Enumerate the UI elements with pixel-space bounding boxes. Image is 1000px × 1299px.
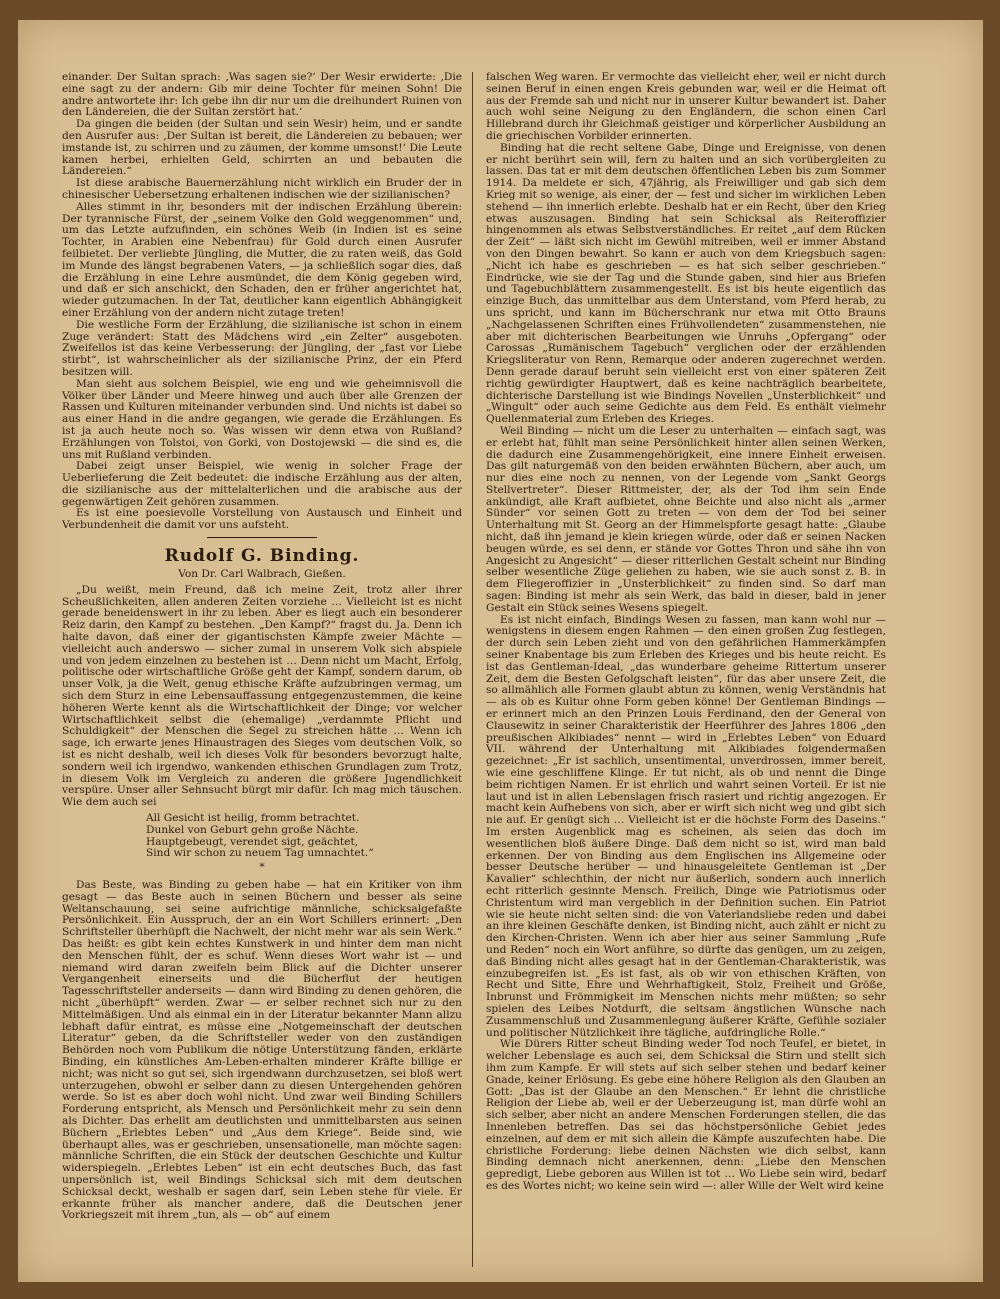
right-column: [486, 72, 886, 1193]
section-divider: [207, 537, 317, 538]
paragraph: Man sieht aus solchem Beispiel, wie eng und wie geheimnisvoll die Völker über Länder und Meere hinweg und auch über alle Grenzen der Rassen und Kulturen miteinander verbunden sind. Und nichts ist dabei so aus einer Hand in die andre gegangen, wie gerade die Erzählungen. Es ist ja auch heute noch so. Was wissen wir denn etwa von Rußland? Erzählungen von Tolstoi, von Gorki, von Dostojewski — die sind es, die uns mit Rußland verbinden.: [62, 377, 462, 461]
paragraph: Es ist nicht einfach, Bindings Wesen zu fassen, man kann wohl nur — wenigstens in diesem engen Rahmen — den einen großen Zug festlegen, der durch sein Leben zieht und von den gefährlichen Hammerkämpfen seiner Knabentage bis zum Erleben des Krieges und bis heute reicht. Es ist das Gentleman-Ideal, „das wunderbare geheime Rittertum unserer Zeit, dem die Besten Gefolgschaft leisten“, für das aber unsere Zeit, die so allmählich alle Formen glaubt abtun zu können, wenig Verständnis hat — als ob es Kultur ohne Form geben könne! Der Gentleman Bindings — er erinnert mich an den Prinzen Louis Ferdinand, den der General von Clausewitz in seiner Charakteristik der Heerführer des Jahres 1806 „den preußischen Alkibiades“ nennt — wird in „Erlebtes Leben“ von Eduard VII. während der Unterhaltung mit Alkibiades folgendermaßen gezeichnet: „Er ist sachlich, unsentimental, unverdrossen, immer bereit, wie eine geschliffene Klinge. Er tut nicht, als ob und nennt die Dinge beim richtigen Namen. Er ist ehrlich und wahrt seinen Vorteil. Er ist nie laut und ist in allen Lebenslagen frisch rasiert und richtig angezogen. Er macht kein Aufhebens von sich, aber er wirft sich nicht weg und gibt sich nie auf. Er genügt sich … Vielleicht ist er die höchste Form des Daseins.“ Im ersten Augenblick mag es scheinen, als seien das doch im wesentlichen bloß äußere Dinge. Daß dem nicht so ist, wird man bald erkennen. Der von Binding aus dem Englischen ins Allgemeine oder besser Deutsche herüber — und hinausgeleitete Gentleman ist „Der Kavalier“ schlechthin, der nicht nur äußerlich, sondern auch innerlich echt ritterlich gesinnte Mensch. Freilich, Dinge wie Patriotismus oder Christentum wird man vergeblich in der Definition suchen. Ein Patriot wie sie heute nicht selten sind: die von Vaterlandsliebe reden und dabei an ihre kleinen Geschäfte denken, ist Binding nicht, auch zählt er nicht zu den Kirchen-Christen. Wenn ich aber hier aus seiner Sammlung „Rufe und Reden“ noch ein Wort anführe, so dürfte das genügen, um zu zeigen, daß Binding nicht alles gesagt hat in der Gentleman-Charakteristik, was einzubegreifen ist. „Es ist fast, als ob wir von ethischen Kräften, von Recht und Sitte, Ehre und Wehrhaftigkeit, Stolz, Freiheit und Größe, Inbrunst und Frömmigkeit im Menschen nichts mehr müßten; so sehr spielen des Leibes Notdurft, die seltsam ängstlichen Wünsche nach Zusammenschluß und Zusammenlegung äußerer Kräfte, Gefühle sozialer und politischer Nützlichkeit ihre tägliche, aufdringliche Rolle.“: [486, 613, 886, 1039]
left-column: [62, 72, 462, 1222]
column-divider: [472, 72, 473, 1267]
paragraph: „Du weißt, mein Freund, daß ich meine Zeit, trotz aller ihrer Scheußlichkeiten, allen anderen Zeiten vorziehe … Vielleicht ist es nicht gerade beneidenswert in ihr zu leben. Aber es liegt auch ein besonderer Reiz darin, den Kampf zu bestehen. „Den Kampf?“ fragst du. Ja. Denn ich halte davon, daß einer der gigantischsten Kämpfe zweier Mächte — vielleicht auch anderswo — sicher zumal in unserem Volk sich abspiele und von jedem einzelnen zu bestehen ist … Denn nicht um Macht, Erfolg, politische oder wirtschaftliche Größe geht der Kampf, sondern darum, ob unser Volk, ja die Welt, genug ethische Kräfte aufzubringen vermag, um sich dem Sturz in eine Lebensauffassung entgegenzustemmen, die keine höheren Werte kennt als die Wirtschaftlichkeit der Dinge; vor welcher Wirtschaftlichkeit selbst die (ehemalige) „verdammte Pflicht und Schuldigkeit“ der Menschen die Segel zu streichen hätte … Wenn ich sage, ich erwarte jenes Hinaustragen des Sieges vom deutschen Volk, so ist es nicht deshalb, weil ich dieses Volk für besonders bevorzugt halte, sondern weil ich irgendwo, wankenden ethischen Grundlagen zum Trotz, in diesem Volk im Vergleich zu anderen die größere Jugendlichkeit verspüre. Unser aller Sehnsucht bürgt mir dafür. Ich mag mich täuschen. Wie dem auch sei: [62, 583, 462, 809]
poem-line: Sind wir schon zu neuem Tag umnachtet.“: [146, 847, 374, 860]
paragraph: Alles stimmt in ihr, besonders mit der indischen Erzählung überein: Der tyrannische Fürst, der „seinem Volke den Gold weggenommen“ und, um das Letzte aufzufinden, ein schönes Weib (in Indien ist es seine Tochter, in Arabien eine Nebenfrau) für Gold durch einen Ausrufer feilbietet. Der verliebte Jüngling, die Mutter, die zu raten weiß, das Gold im Munde des längst begrabenen Vaters, — ja schließlich sogar dies, daß die Erzählung in eine Lehre ausmündet, die dem König gegeben wird, und daß er sich anschickt, den Schaden, den er früher angerichtet hat, wieder gutzumachen. In der Tat, deutlicher kann eigentlich Abhängigkeit einer Erzählung von der andern nicht zutage treten!: [62, 200, 462, 319]
paragraph: Da gingen die beiden (der Sultan und sein Wesir) heim, und er sandte den Ausrufer aus: ‚Der Sultan ist bereit, die Ländereien zu bebauen; wer imstande ist, zu schirren und zu zäumen, der komme umsonst!‘ Die Leute kamen herbei, erhielten Geld, schirrten an und bebauten die Ländereien.“: [62, 118, 462, 178]
paragraph: Binding hat die recht seltene Gabe, Dinge und Ereignisse, von denen er nicht berührt sein will, fern zu halten und an sich vorübergleiten zu lassen. Das tat er mit dem deutschen öffentlichen Leben bis zum Sommer 1914. Da meldete er sich, 47jährig, als Freiwilliger und gab sich dem Krieg mit so wenige, als einer, der — fest und sicher im wirklichen Leben stehend — ihn innerlich erlebte. Deshalb hat er ein Recht, über den Krieg etwas auszusagen. Binding hat sein Schicksal als Reiteroffizier hingenommen als etwas Selbstverständliches. Er reitet „auf dem Rücken der Zeit“ — läßt sich nicht im Gewühl mitreiben, weil er immer Abstand von den Dingen bewahrt. So kann er auch von dem Kriegsbuch sagen: „Nicht ich habe es geschrieben — es hat sich selber geschrieben.“ Eindrücke, wie sie der Tag und die Stunde gaben, sind hier aus Briefen und Tagebuchblättern zusammengestellt. Es ist bis heute eigentlich das einzige Buch, das unmittelbar aus dem Unterstand, vom Pferd herab, zu uns spricht, und kann im Bücherschrank nur etwa mit Otto Brauns „Nachgelassenen Schriften eines Frühvollendeten“ zusammenstehen, nie aber mit dichterischen Bearbeitungen wie Unruhs „Opfergang“ oder Carossas „Rumänischem Tagebuch“ verglichen oder der erzählenden Kriegsliteratur von Renn, Remarque oder anderen zugerechnet werden. Denn gerade darauf beruht sein vielleicht erst von einer späteren Zeit richtig gewürdigter Hauptwert, daß es keine nachträglich bearbeitete, dichterische Darstellung ist wie Bindings Novellen „Unsterblichkeit“ und „Wingult“ oder auch seine Gedichte aus dem Feld. Es enthält vielmehr Quellenmaterial zum Erleben des Krieges.: [486, 141, 886, 426]
paragraph: Weil Binding — nicht um die Leser zu unterhalten — einfach sagt, was er erlebt hat, fühlt man seine Persönlichkeit hinter allen seinen Werken, die dadurch eine Zusammengehörigkeit, eine innere Einheit erweisen. Das gilt naturgemäß von den beiden erwähnten Büchern, aber auch, um nur dies eine noch zu nennen, von der Legende vom „Sankt Georgs Stellvertreter“. Dieser Rittmeister, der, als der Tod ihm sein Ende ankündigt, alle Kraft aufbietet, ohne Beichte und also nicht als „armer Sünder“ vor seinen Gott zu treten — von dem der Tod bei seiner Unterhaltung mit St. Georg an der Himmelspforte gesagt hatte: „Glaube nicht, daß ihn jemand je klein kriegen würde, oder daß er seinen Nacken beugen würde, es sei denn, er stände vor Gottes Thron und sähe ihn von Angesicht zu Angesicht“ — dieser ritterlichen Gestalt scheint nur Binding selber wesentliche Züge geliehen zu haben, wie sie auch sonst z. B. in dem Fliegeroffizier in „Unsterblichkeit“ zu finden sind. So darf man sagen: Binding ist mehr als sein Werk, das bald in dieser, bald in jener Gestalt ein Stück seines Wesens spiegelt.: [486, 424, 886, 614]
paragraph: Das Beste, was Binding zu geben habe — hat ein Kritiker von ihm gesagt — das Beste auch in seinen Büchern und besser als seine Weltanschauung, sei seine aufrichtige männliche, schicksalgefaßte Persönlichkeit. Ein Ausspruch, der an ein Wort Schillers erinnert: „Den Schriftsteller überhüpft die Nachwelt, der nicht mehr war als sein Werk.“ Das heißt: es gibt kein echtes Kunstwerk in und hinter dem man nicht den Menschen fühlt, der es schuf. Wenn dieses Wort wahr ist — und niemand wird daran zweifeln beim Blick auf die Dichter unserer Vergangenheit einerseits und die Bücherflut der heutigen Tagesschriftsteller anderseits — dann wird Binding zu denen gehören, die nicht „überhüpft“ werden. Zwar — er selber rechnet sich nur zu den Mittelmäßigen. Und als einmal ein in der Literatur bekannter Mann allzu lebhaft dafür eintrat, es müsse eine „Notgemeinschaft der deutschen Literatur“ geben, da die Schriftsteller weder von den zuständigen Behörden noch vom Publikum die nötige Unterstützung fänden, erklärte Binding, ein künstliches Am-Leben-erhalten minderer Kräfte billige er nicht; was nicht so gut sei, sich irgendwann durchzusetzen, sei bloß wert unterzugehen, obwohl er selber dann zu diesen Untergehenden gehören werde. So ist es aber doch wohl nicht. Und zwar weil Binding Schillers Forderung entspricht, als Mensch und Persönlichkeit mehr zu sein denn als Dichter. Das erhellt am deutlichsten und unmittelbarsten aus seinen Büchern „Erlebtes Leben“ und „Aus dem Kriege“. Beide sind, wie überhaupt alles, was er geschrieben, unsensationelle, man möchte sagen: männliche Schriften, die ein Stück der deutschen Geschichte und Kultur widerspiegeln. „Erlebtes Leben“ ist ein echt deutsches Buch, das fast unpersönlich ist, weil Bindings Schicksal sich mit dem deutschen Schicksal deckt, weshalb er sagen darf, sein Leben stehe für viele. Er erkannte früher als mancher andere, daß die Deutschen jener Vorkriegszeit mit ihrem „tun, als — ob“ auf einem: [62, 879, 462, 1222]
paragraph: Ist diese arabische Bauernerzählung nicht wirklich ein Bruder der in chinesischer Uebersetzung erhaltenen indischen wie der sizilianischen?: [62, 177, 462, 201]
paragraph: einander. Der Sultan sprach: ‚Was sagen sie?‘ Der Wesir erwiderte: ‚Die eine sagt zu der andern: Gib mir deine Tochter für meinen Sohn! Die andre antwortete ihr: Ich gebe ihn dir nur um die dreihundert Ruinen von den Ländereien, die der Sultan zerstört hat.‘: [62, 71, 462, 119]
poem-line: Dunkel von Geburt gehn große Nächte.: [146, 823, 359, 836]
paragraph: Dabei zeigt unser Beispiel, wie wenig in solcher Frage der Ueberlieferung die Zeit bedeutet: die indische Erzählung aus der alten, die sizilianische aus der mittelalterlichen und die arabische aus der gegenwärtigen Zeit gehören zusammen.: [62, 460, 462, 508]
poem-line: Hauptgebeugt, verendet sigt, geächtet,: [146, 835, 359, 848]
paragraph: Es ist eine poesievolle Vorstellung von Austausch und Einheit und Verbundenheit die damit vor uns aufsteht.: [62, 507, 462, 532]
article-title: Rudolf G. Binding.: [164, 546, 360, 567]
paragraph: falschen Weg waren. Er vermochte das vielleicht eher, weil er nicht durch seinen Beruf in einen engen Kreis gebunden war, weil er die Heimat oft aus der Fremde sah und nicht nur in unserer Kultur bewandert ist. Daher auch wohl seine Neigung zu den Engländern, die schon einen Carl Hillebrand durch ihr Gleichmaß geistiger und körperlicher Ausbildung an die griechischen Vorbilder erinnerten.: [486, 71, 886, 142]
newspaper-page: [18, 20, 983, 1282]
poem-line: All Gesicht ist heilig, fromm betrachtet.: [146, 812, 360, 825]
article-byline: Von Dr. Carl Walbrach, Gießen.: [178, 568, 346, 581]
star-separator: *: [259, 861, 265, 874]
poem: [146, 813, 462, 860]
paragraph: Wie Dürers Ritter scheut Binding weder Tod noch Teufel, er bietet, in welcher Lebenslage es auch sei, dem Schicksal die Stirn und stellt sich ihm zum Kampfe. Er will stets auf sich selber stehen und bedarf keiner Gnade, keiner Erlösung. Es gebe eine höhere Religion als den Glauben an Gott: „Das ist der Glaube an den Menschen.“ Er lehnt die christliche Religion der Liebe ab, weil er der Ueberzeugung ist, man dürfe wohl an sich selber, aber nicht an andere Menschen Forderungen stellen, die das Innenleben betreffen. Das sei das höchstpersönliche Gebiet jedes einzelnen, auf dem er mit sich allein die Kämpfe auszufechten habe. Die christliche Forderung: liebe deinen Nächsten wie dich selbst, kann Binding demnach nicht anerkennen, denn: „Liebe den Menschen gepredigt, Liebe geboren aus Willen ist tot … Wo Liebe sein wird, bedarf es des Wortes nicht; wo keine sein wird —: aller Wille der Welt wird keine: [486, 1038, 886, 1192]
paragraph: Die westliche Form der Erzählung, die sizilianische ist schon in einem Zuge verändert: Statt des Mädchens wird „ein Zelter“ ausgeboten. Zweifellos ist das keine Verbesserung: der Jüngling, der „fast vor Liebe stirbt“, ist wahrscheinlicher als der sizilianische Prinz, der ein Pferd besitzen will.: [62, 318, 462, 378]
